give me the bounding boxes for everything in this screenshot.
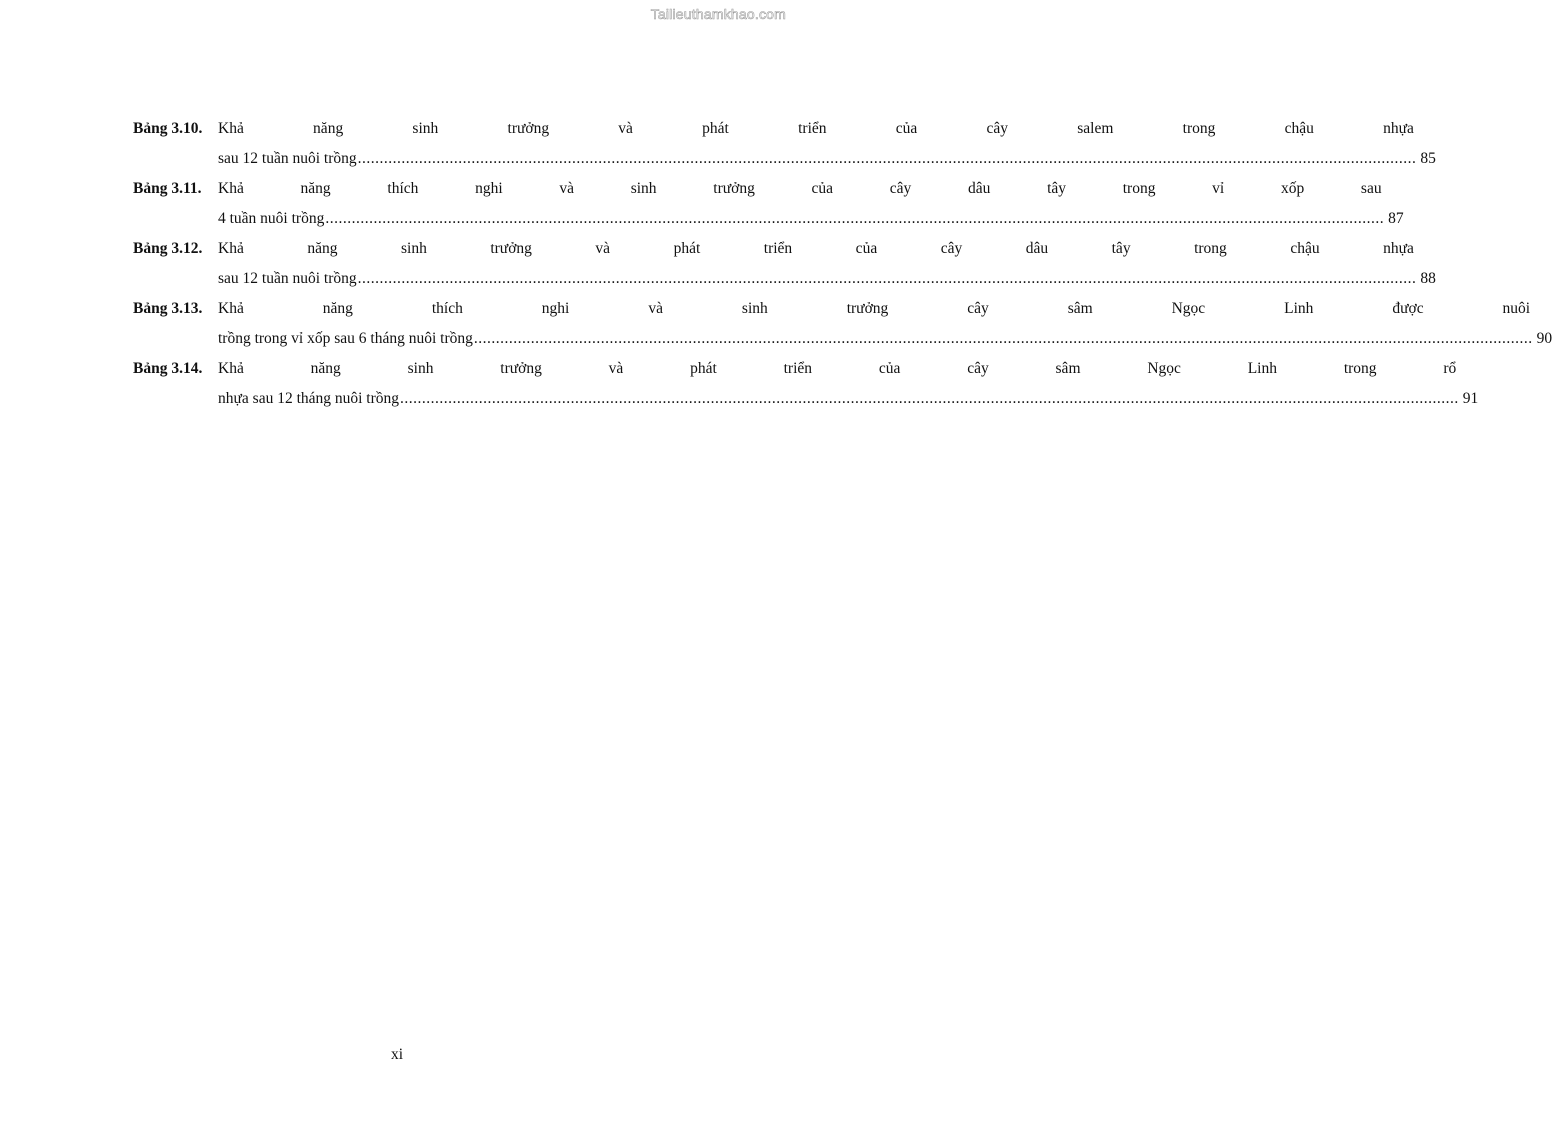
toc-entry-title-line2	[218, 324, 1552, 354]
toc-entry-title-line2	[218, 204, 1404, 234]
dot-leader	[358, 264, 1417, 294]
dot-leader	[325, 204, 1384, 234]
table-of-contents-list	[133, 114, 1552, 414]
toc-entry-body	[218, 174, 1404, 234]
toc-entry-page-number: 88	[1420, 270, 1436, 287]
toc-entry	[133, 234, 1436, 294]
toc-entry-body	[218, 234, 1436, 294]
toc-entry-label: Bảng 3.13.	[133, 300, 203, 317]
toc-entry-title-line1: Khả năng thích nghi và sinh trưởng của cây dâu tây trong vỉ xốp sau	[218, 180, 1382, 197]
toc-entry	[133, 114, 1436, 174]
dot-leader	[474, 324, 1533, 354]
dot-leader	[400, 384, 1459, 414]
toc-entry-body	[218, 294, 1552, 354]
toc-entry-label: Bảng 3.11.	[133, 180, 202, 197]
toc-entry-page-number: 87	[1388, 210, 1404, 227]
toc-entry-page-number: 90	[1536, 330, 1552, 347]
toc-entry-title-line2-text: trồng trong vỉ xốp sau 6 tháng nuôi trồng	[218, 330, 473, 347]
watermark-text: Tailieuthamkhao.com	[650, 6, 786, 22]
toc-entry-title-line2-text: 4 tuần nuôi trồng	[218, 210, 325, 227]
toc-entry	[133, 294, 1552, 354]
toc-entry-label: Bảng 3.10.	[133, 120, 203, 137]
toc-entry-title-line1: Khả năng thích nghi và sinh trưởng cây sâm Ngọc Linh được nuôi	[218, 300, 1531, 317]
toc-entry-title-line2-text: sau 12 tuần nuôi trồng	[218, 270, 357, 287]
toc-entry-page-number: 91	[1462, 390, 1479, 407]
dot-leader	[358, 144, 1417, 174]
toc-entry-title-line2	[218, 264, 1436, 294]
toc-entry-label: Bảng 3.12.	[133, 240, 203, 257]
toc-entry	[133, 174, 1404, 234]
toc-entry-body	[218, 354, 1478, 414]
toc-entry-title-line1: Khả năng sinh trưởng và phát triển của cây salem trong chậu nhựa	[218, 120, 1414, 137]
toc-entry-title-line2-text: sau 12 tuần nuôi trồng	[218, 150, 357, 167]
page-number: xi	[390, 1046, 404, 1063]
toc-entry-page-number: 85	[1420, 150, 1436, 167]
toc-entry-title-line2-text: nhựa sau 12 tháng nuôi trồng	[218, 390, 400, 407]
toc-entry-title-line1: Khả năng sinh trưởng và phát triển của cây dâu tây trong chậu nhựa	[218, 240, 1414, 257]
toc-entry	[133, 354, 1479, 414]
toc-entry-title-line1: Khả năng sinh trưởng và phát triển của cây sâm Ngọc Linh trong rổ	[218, 360, 1457, 377]
toc-entry-title-line2	[218, 144, 1436, 174]
toc-entry-label: Bảng 3.14.	[133, 360, 203, 377]
toc-entry-body	[218, 114, 1436, 174]
toc-entry-title-line2	[218, 384, 1478, 414]
